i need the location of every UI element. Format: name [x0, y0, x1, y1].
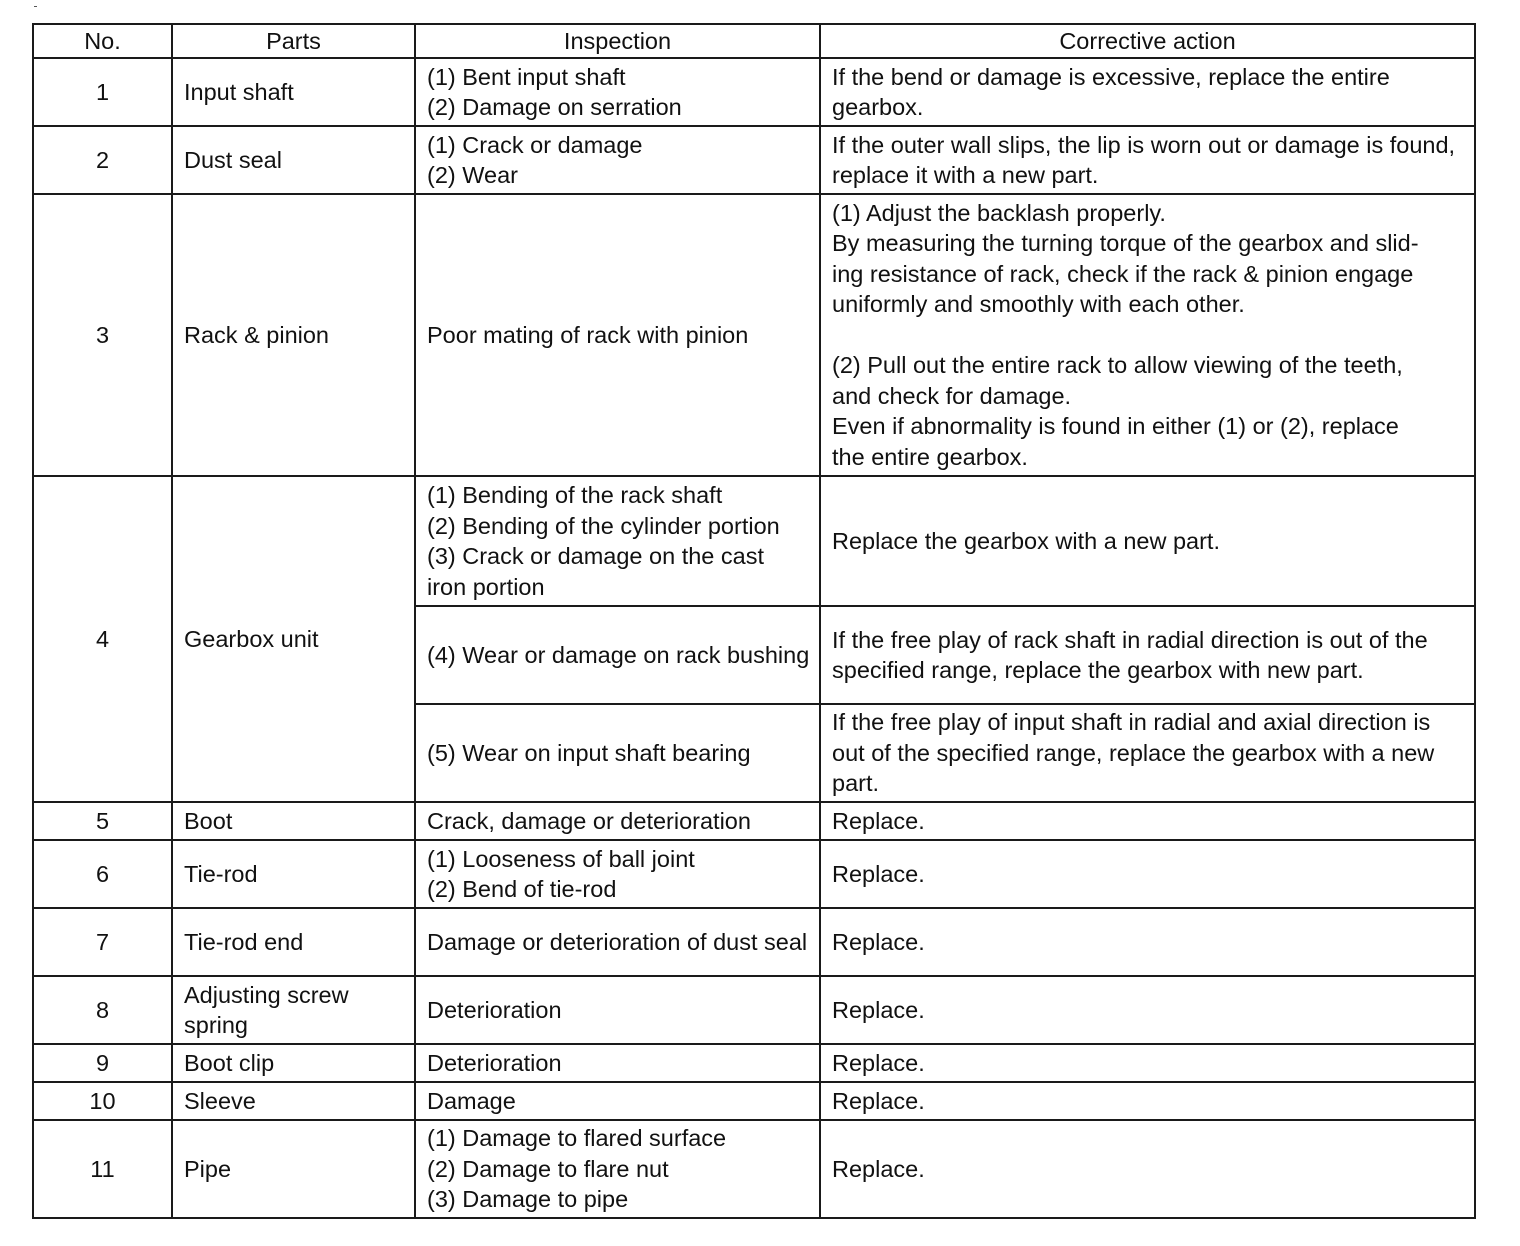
inspection-cell [415, 704, 820, 802]
stray-mark [34, 6, 37, 7]
part-name: Gearbox unit [172, 476, 415, 802]
part-name: Rack & pinion [172, 194, 415, 476]
table-row [33, 840, 1475, 908]
action-cell [820, 194, 1475, 476]
inspection-item: (1) Bent input shaft [427, 63, 626, 90]
action-cell: If the free play of rack shaft in radial direction is out of the specified range, replace the gearbox with new part. [820, 606, 1475, 704]
part-name: Pipe [172, 1120, 415, 1218]
inspection-cell [415, 1082, 820, 1120]
table-row [33, 476, 1475, 606]
action-cell: If the free play of input shaft in radial and axial direction is out of the specified range, replace the gearbox with a new part. [820, 704, 1475, 802]
table-row [33, 58, 1475, 126]
inspection-cell [415, 58, 820, 126]
part-name: Boot [172, 802, 415, 840]
row-number: 3 [33, 194, 172, 476]
inspection-cell [415, 908, 820, 976]
header-row [33, 24, 1475, 58]
inspection-item: (2) Damage to flare nut [427, 1155, 669, 1182]
table-row [33, 194, 1475, 476]
action-cell: Replace. [820, 1044, 1475, 1082]
inspection-item: (2) Wear [427, 162, 518, 188]
row-number: 8 [33, 976, 172, 1044]
action-spacer [832, 320, 1463, 351]
row-number: 7 [33, 908, 172, 976]
action-cell: If the bend or damage is excessive, replace the entire gearbox. [820, 58, 1475, 126]
action-cell: Replace the gearbox with a new part. [820, 476, 1475, 606]
part-name: Tie-rod [172, 840, 415, 908]
inspection-cell [415, 840, 820, 908]
inspection-item: (1) Damage to flared surface [427, 1125, 727, 1152]
inspection-cell [415, 976, 820, 1044]
inspection-item: (1) Bending of the rack shaft [427, 482, 723, 508]
inspection-item: (4) Wear or damage on rack bushing [427, 641, 810, 668]
table-row [33, 976, 1475, 1044]
inspection-cell [415, 802, 820, 840]
row-number: 6 [33, 840, 172, 908]
part-name: Adjusting screw spring [172, 976, 415, 1044]
inspection-item: (5) Wear on input shaft bearing [427, 739, 751, 766]
header-no: No. [33, 24, 172, 58]
action-step: By measuring the turning torque of the gearbox and slid- ing resistance of rack, check if the rack & pinion engage uniformly and smoothly with each other. [832, 230, 1419, 318]
inspection-cell [415, 1120, 820, 1218]
inspection-item: (3) Crack or damage on the cast iron portion [427, 543, 764, 600]
part-name: Dust seal [172, 126, 415, 194]
part-name: Input shaft [172, 58, 415, 126]
action-step: (2) Pull out the entire rack to allow viewing of the teeth, and check for damage. [832, 352, 1403, 409]
row-number: 10 [33, 1082, 172, 1120]
inspection-item: Crack, damage or deterioration [427, 807, 751, 834]
inspection-item: (3) Damage to pipe [427, 1186, 629, 1213]
table-row [33, 1082, 1475, 1120]
action-step: Even if abnormality is found in either (1) or (2), replace the entire gearbox. [832, 413, 1399, 470]
inspection-table [32, 23, 1476, 1219]
inspection-item: (2) Damage on serration [427, 94, 682, 120]
action-cell: Replace. [820, 1082, 1475, 1120]
row-number: 5 [33, 802, 172, 840]
table-row [33, 126, 1475, 194]
inspection-item: Damage or deterioration of dust seal [427, 928, 808, 955]
part-name: Sleeve [172, 1082, 415, 1120]
inspection-item: Deterioration [427, 1049, 562, 1076]
row-number: 1 [33, 58, 172, 126]
action-cell: Replace. [820, 976, 1475, 1044]
row-number: 9 [33, 1044, 172, 1082]
inspection-cell [415, 476, 820, 606]
inspection-cell [415, 194, 820, 476]
table-row [33, 908, 1475, 976]
row-number: 4 [33, 476, 172, 802]
action-cell: Replace. [820, 840, 1475, 908]
inspection-item: (2) Bending of the cylinder portion [427, 512, 780, 539]
table-row [33, 802, 1475, 840]
table-row [33, 1044, 1475, 1082]
table-row [33, 1120, 1475, 1218]
inspection-item: (1) Looseness of ball joint [427, 845, 695, 872]
inspection-item: (1) Crack or damage [427, 131, 643, 158]
header-corrective-action: Corrective action [820, 24, 1475, 58]
inspection-item: Deterioration [427, 996, 562, 1023]
inspection-item: Damage [427, 1087, 516, 1114]
part-name: Boot clip [172, 1044, 415, 1082]
inspection-cell [415, 1044, 820, 1082]
inspection-cell [415, 126, 820, 194]
row-number: 2 [33, 126, 172, 194]
action-cell: Replace. [820, 908, 1475, 976]
header-parts: Parts [172, 24, 415, 58]
header-inspection: Inspection [415, 24, 820, 58]
row-number: 11 [33, 1120, 172, 1218]
part-name: Tie-rod end [172, 908, 415, 976]
action-cell: Replace. [820, 1120, 1475, 1218]
inspection-cell [415, 606, 820, 704]
action-step: (1) Adjust the backlash properly. [832, 199, 1166, 226]
action-cell: Replace. [820, 802, 1475, 840]
inspection-item: Poor mating of rack with pinion [427, 321, 749, 348]
inspection-item: (2) Bend of tie-rod [427, 876, 617, 902]
action-cell: If the outer wall slips, the lip is worn out or damage is found, replace it with a new part. [820, 126, 1475, 194]
